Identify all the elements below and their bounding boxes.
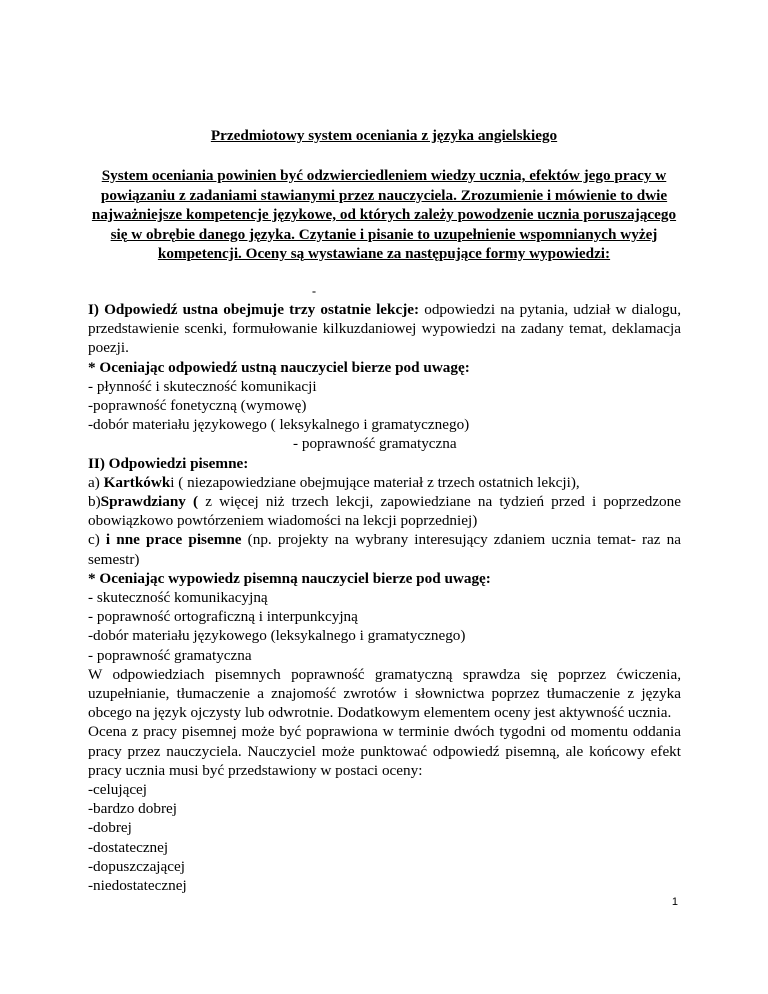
section-oral-text: odpowiedzi na pytania, udział w dialogu, przedstawienie scenki, formułowanie kilkuzdaniowej wypowiedzi na zadany temat, deklamacja poezji. bbox=[88, 301, 681, 357]
page-number: 1 bbox=[671, 896, 678, 908]
item-c-prefix: c) bbox=[88, 531, 106, 549]
section-oral-heading: I) Odpowiedź ustna obejmuje trzy ostatnie lekcje: bbox=[88, 301, 420, 318]
oral-criteria-heading: * Oceniając odpowiedź ustną nauczyciel bierze pod uwagę: bbox=[88, 358, 470, 376]
item-b-prefix: b) bbox=[88, 493, 101, 511]
item-c-text: (np. projekty na wybrany interesujący zdaniem ucznia temat- raz na semestr) bbox=[88, 531, 681, 568]
oral-criterion: -dobór materiału językowego ( leksykalnego i gramatycznego) bbox=[88, 416, 470, 434]
grade-item: -celującej bbox=[88, 781, 148, 799]
written-paragraph: W odpowiedziach pisemnych poprawność gramatyczną sprawdza się poprzez ćwiczenia, uzupełnianie, tłumaczenie a znajomość zwrotów i słownictwa poprzez tłumaczenie z języka obcego na język ojczysty lub odwrotnie. Dodatkowym elementem oceny jest aktywność ucznia. bbox=[88, 665, 681, 722]
written-criterion: - poprawność ortograficzną i interpunkcyjną bbox=[88, 608, 358, 626]
written-criteria-heading: * Oceniając wypowiedz pisemną nauczyciel bierze pod uwagę: bbox=[88, 569, 491, 587]
document-title: Przedmiotowy system oceniania z języka angielskiego bbox=[210, 127, 558, 144]
item-a-text: i ( niezapowiedziane obejmujące materiał z trzech ostatnich lekcji), bbox=[170, 473, 580, 491]
oral-criterion: - poprawność gramatyczna bbox=[293, 435, 457, 453]
item-c-bold: i nne prace pisemne bbox=[105, 531, 242, 549]
grade-item: -dopuszczającej bbox=[88, 857, 185, 875]
written-item-b bbox=[88, 492, 681, 530]
item-b-text: z więcej niż trzech lekcji, zapowiedziane na tydzień przed i poprzedzone obowiązkowo powtórzeniem wiadomości na lekcji poprzedniej) bbox=[88, 493, 681, 530]
intro-paragraph: System oceniania powinien być odzwierciedleniem wiedzy ucznia, efektów jego pracy w powiązaniu z zadaniami stawianymi przez nauczyciela. Zrozumienie i mówienie to dwie najważniejsze kompetencje językowe, od których zależy powodzenie ucznia poruszającego się w obrębie danego języka. Czytanie i pisanie to uzupełnienie wspomnianych wyżej kompetencji. Oceny są wystawiane za następujące formy wypowiedzi: bbox=[91, 167, 677, 262]
oral-criterion: - płynność i skuteczność komunikacji bbox=[88, 377, 317, 395]
written-item-a bbox=[88, 473, 681, 492]
section-oral bbox=[88, 300, 681, 358]
grade-item: -dobrej bbox=[88, 819, 132, 837]
written-criterion: -dobór materiału językowego (leksykalnego i gramatycznego) bbox=[88, 627, 466, 645]
written-criterion: - poprawność gramatyczna bbox=[88, 646, 252, 664]
grade-item: -niedostatecznej bbox=[88, 877, 187, 895]
oral-criterion: -poprawność fonetyczną (wymowę) bbox=[88, 397, 307, 415]
item-a-bold: Kartkówk bbox=[103, 473, 171, 491]
document-body bbox=[88, 300, 681, 895]
written-paragraph: Ocena z pracy pisemnej może być poprawiona w terminie dwóch tygodni od momentu oddania pracy przez nauczyciela. Nauczyciel może punktować odpowiedź pisemną, ale końcowy efekt pracy ucznia musi być przedstawiony w postaci oceny: bbox=[88, 723, 681, 779]
written-item-c bbox=[88, 530, 681, 568]
item-b-bold: Sprawdziany ( bbox=[100, 493, 199, 511]
stray-dash-mark: - bbox=[312, 284, 316, 298]
written-criterion: - skuteczność komunikacyjną bbox=[88, 589, 268, 607]
grade-item: -bardzo dobrej bbox=[88, 800, 177, 818]
grade-item: -dostatecznej bbox=[88, 838, 169, 856]
item-a-prefix: a) bbox=[88, 473, 104, 491]
section-written-heading: II) Odpowiedzi pisemne: bbox=[88, 454, 249, 472]
